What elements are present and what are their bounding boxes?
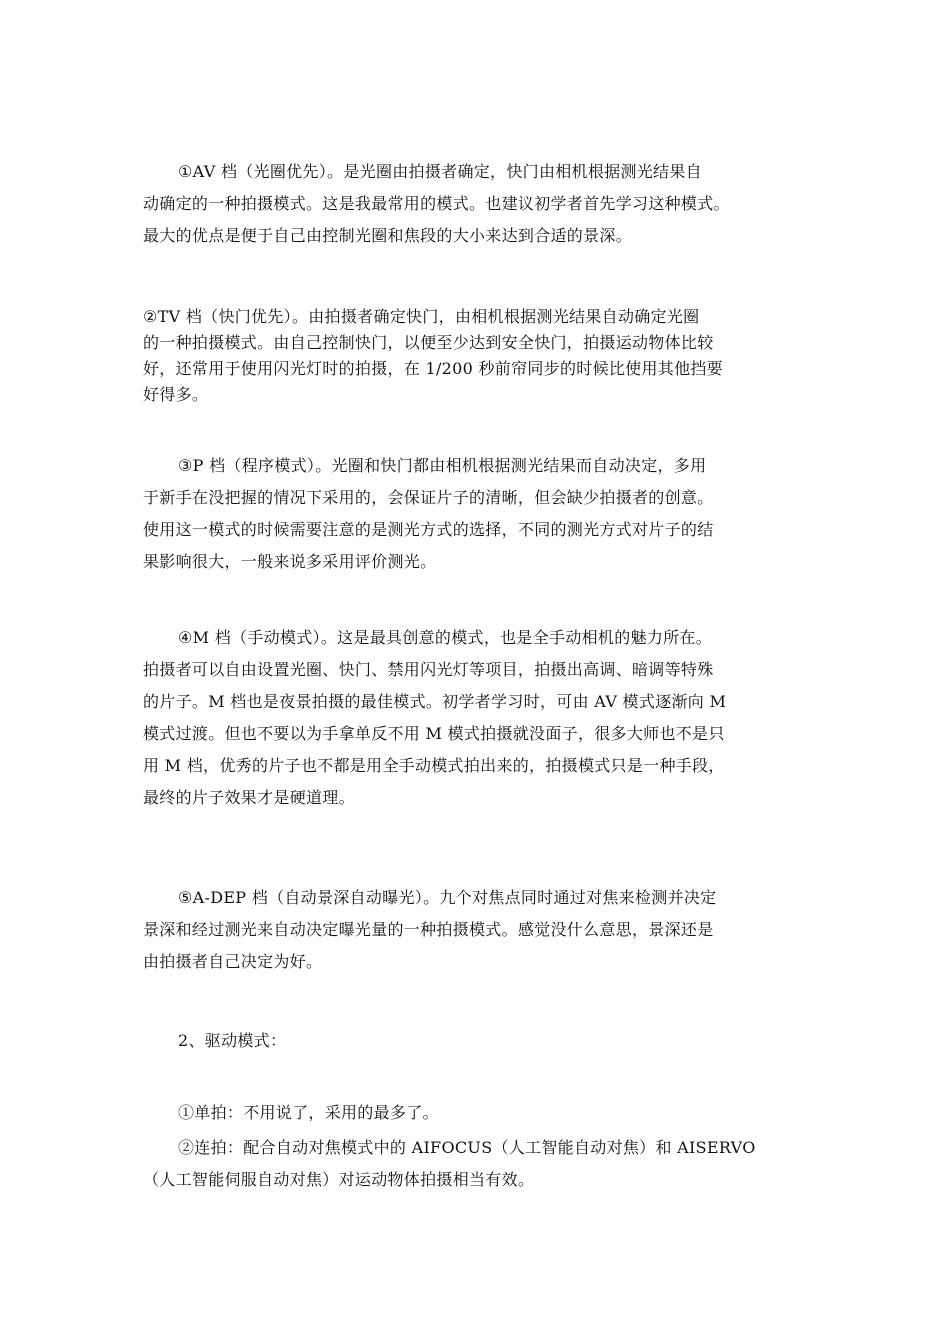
paragraph-tv-mode xyxy=(143,304,808,408)
text-line: 好得多。 xyxy=(143,385,209,404)
text-line: ②连拍：配合自动对焦模式中的 AIFOCUS（人工智能自动对焦）和 AISERVO xyxy=(178,1138,756,1157)
section-heading-drive-mode xyxy=(143,1025,808,1057)
text-line: ③P 档（程序模式）。光圈和快门都由相机根据测光结果而自动决定，多用 xyxy=(178,456,707,475)
text-line: 景深和经过测光来自动决定曝光量的一种拍摄模式。感觉没什么意思，景深还是 xyxy=(143,920,714,939)
paragraph-adep-mode xyxy=(143,882,808,978)
text-line: ①单拍：不用说了，采用的最多了。 xyxy=(178,1103,439,1122)
text-line: ②TV 档（快门优先）。由拍摄者确定快门，由相机根据测光结果自动确定光圈 xyxy=(143,307,700,326)
text-line: 使用这一模式的时候需要注意的是测光方式的选择，不同的测光方式对片子的结 xyxy=(143,520,714,539)
text-line: 拍摄者可以自由设置光圈、快门、禁用闪光灯等项目，拍摄出高调、暗调等特殊 xyxy=(143,660,714,679)
text-line: ④M 档（手动模式）。这是最具创意的模式，也是全手动相机的魅力所在。 xyxy=(178,628,713,647)
text-line: 于新手在没把握的情况下采用的，会保证片子的清晰，但会缺少拍摄者的创意。 xyxy=(143,488,714,507)
paragraph-av-mode xyxy=(143,156,808,252)
text-line: ①AV 档（光圈优先）。是光圈由拍摄者确定，快门由相机根据测光结果自 xyxy=(178,162,702,181)
paragraph-continuous-shot xyxy=(143,1132,808,1196)
text-line: （人工智能伺服自动对焦）对运动物体拍摄相当有效。 xyxy=(143,1170,535,1189)
text-line: ⑤A-DEP 档（自动景深自动曝光）。九个对焦点同时通过对焦来检测并决定 xyxy=(178,888,717,907)
text-line: 用 M 档，优秀的片子也不都是用全手动模式拍出来的，拍摄模式只是一种手段， xyxy=(143,756,725,775)
text-line: 最大的优点是便于自己由控制光圈和焦段的大小来达到合适的景深。 xyxy=(143,226,633,245)
paragraph-m-mode xyxy=(143,622,808,814)
text-line: 动确定的一种拍摄模式。这是我最常用的模式。也建议初学者首先学习这种模式。 xyxy=(143,194,730,213)
paragraph-single-shot xyxy=(143,1097,808,1129)
text-line: 由拍摄者自己决定为好。 xyxy=(143,952,323,971)
text-line: 的片子。M 档也是夜景拍摄的最佳模式。初学者学习时，可由 AV 模式逐渐向 M xyxy=(143,692,727,711)
paragraph-p-mode xyxy=(143,450,808,578)
text-line: 好，还常用于使用闪光灯时的拍摄，在 1/200 秒前帘同步的时候比使用其他挡要 xyxy=(143,359,723,378)
text-line: 2、驱动模式： xyxy=(178,1031,287,1050)
text-line: 果影响很大，一般来说多采用评价测光。 xyxy=(143,552,437,571)
text-line: 的一种拍摄模式。由自己控制快门，以便至少达到安全快门，拍摄运动物体比较 xyxy=(143,333,714,352)
text-line: 模式过渡。但也不要以为手拿单反不用 M 模式拍摄就没面子，很多大师也不是只 xyxy=(143,724,725,743)
text-line: 最终的片子效果才是硬道理。 xyxy=(143,788,355,807)
